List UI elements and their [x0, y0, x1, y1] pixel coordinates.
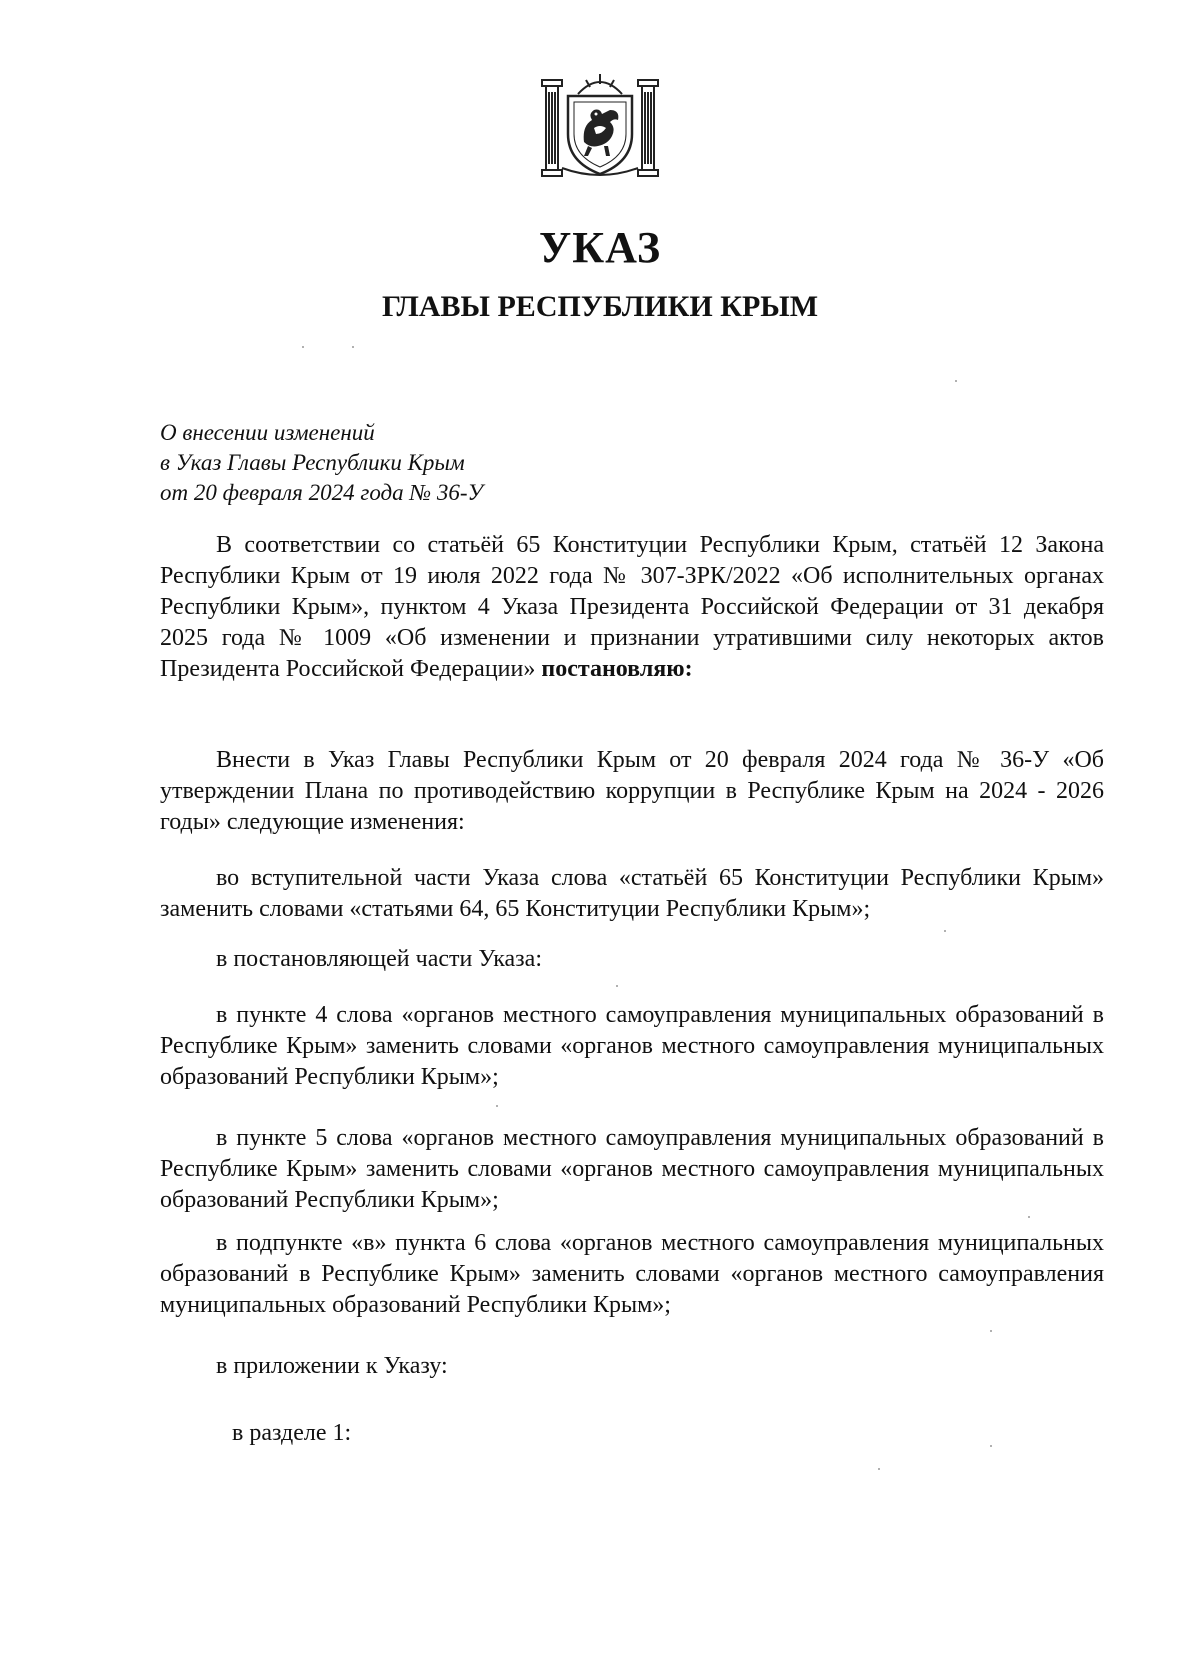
body-paragraph: в пункте 4 слова «органов местного самоуправления муниципальных образований в Республике Крым» заменить словами «органов местного самоуправления муниципальных образований Республики Крым»; [160, 1002, 1104, 1090]
caption-line: О внесении изменений [160, 420, 375, 445]
preamble-decree-word: постановляю: [541, 656, 693, 682]
document-caption [160, 418, 483, 508]
caption-line: в Указ Главы Республики Крым [160, 450, 465, 475]
document-subtitle: ГЛАВЫ РЕСПУБЛИКИ КРЫМ [381, 290, 819, 323]
scan-speck [616, 985, 618, 987]
scan-speck [944, 930, 946, 932]
scan-speck [955, 380, 957, 382]
caption-line: от 20 февраля 2024 года № 36-У [160, 480, 483, 505]
scan-speck [1028, 1216, 1030, 1218]
document-title: УКАЗ [538, 223, 662, 272]
scan-speck [990, 1330, 992, 1332]
body-paragraph: в постановляющей части Указа: [216, 946, 542, 972]
preamble-text: В соответствии со статьёй 65 Конституции Республики Крым, статьёй 12 Закона Республики Крым от 19 июля 2022 года № 307-ЗРК/2022 «Об исполнительных органах Республики Крым», пунктом 4 Указа Президента Российской Федерации от 31 декабря 2025 года № 1009 «Об изменении и признании утратившими силу некоторых актов Президента Российской Федерации» [160, 532, 1104, 682]
body-paragraph: в подпункте «в» пункта 6 слова «органов местного самоуправления муниципальных образований в Республике Крым» заменить словами «органов местного самоуправления муниципальных образований Республики Крым»; [160, 1230, 1104, 1318]
body-paragraph: в разделе 1: [232, 1420, 352, 1446]
body-paragraph: в пункте 5 слова «органов местного самоуправления муниципальных образований в Республике Крым» заменить словами «органов местного самоуправления муниципальных образований Республики Крым»; [160, 1125, 1104, 1213]
scan-speck [990, 1445, 992, 1447]
scan-speck [496, 1105, 498, 1107]
crimea-coat-of-arms-icon [538, 70, 662, 178]
scan-speck [352, 346, 354, 348]
preamble-paragraph [160, 530, 1104, 685]
body-paragraph: в приложении к Указу: [216, 1353, 448, 1379]
scan-speck [302, 346, 304, 348]
body-paragraph: во вступительной части Указа слова «статьёй 65 Конституции Республики Крым» заменить словами «статьями 64, 65 Конституции Республики Крым»; [160, 865, 1104, 922]
body-paragraph: Внести в Указ Главы Республики Крым от 20 февраля 2024 года № 36-У «Об утверждении Плана по противодействию коррупции в Республике Крым на 2024 - 2026 годы» следующие изменения: [160, 747, 1104, 835]
scan-speck [878, 1468, 880, 1470]
